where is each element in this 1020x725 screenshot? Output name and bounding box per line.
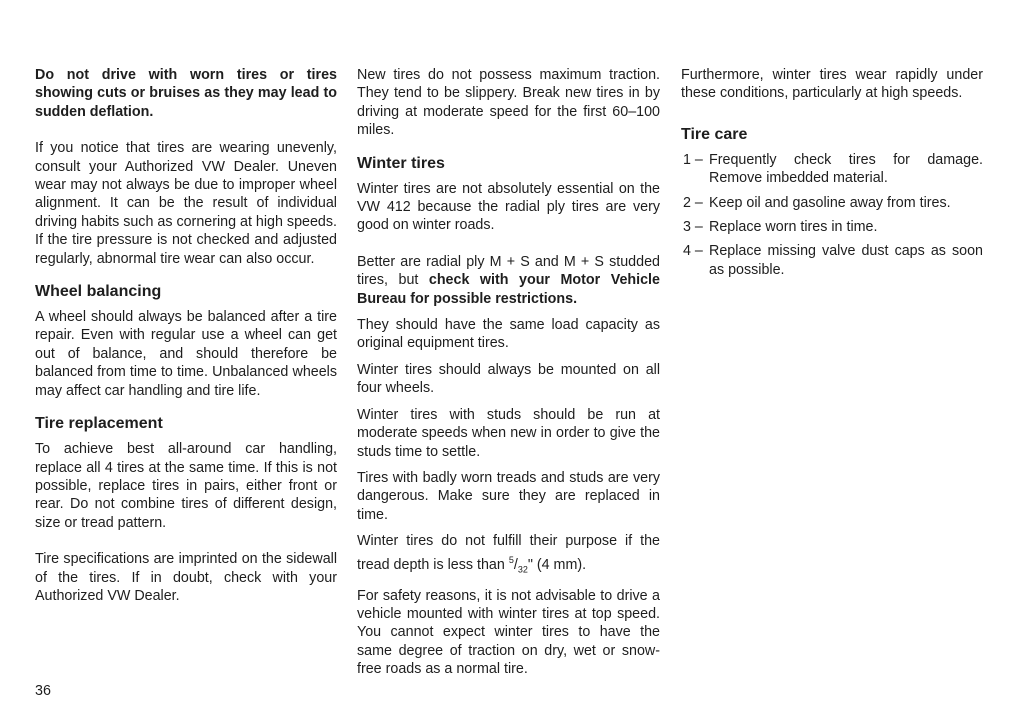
winter-tires-paragraph-3: They should have the same load capacity as original equipment tires. — [357, 317, 660, 352]
tire-care-heading: Tire care — [681, 125, 748, 143]
rapid-wear-paragraph: Furthermore, winter tires wear rapidly under these conditions, particularly at high speeds. — [681, 67, 983, 102]
winter-tires-heading: Winter tires — [357, 154, 445, 172]
list-item — [681, 218, 983, 236]
list-item-text: Frequently check tires for damage. Remove imbedded material. — [709, 151, 983, 187]
list-item-text: Replace missing valve dust caps as soon as possible. — [709, 243, 983, 278]
list-item-number: 2 – — [683, 194, 703, 211]
column-3 — [681, 66, 983, 285]
list-item-number: 4 – — [683, 243, 703, 260]
tire-specifications-paragraph: Tire specifications are imprinted on the sidewall of the tires. If in doubt, check with your Authorized VW Dealer. — [35, 551, 337, 604]
tire-replacement-paragraph: To achieve best all-around car handling, replace all 4 tires at the same time. If this is not possible, replace tires in pairs, either front or rear. Do not combine tires of different design, size or tread pattern. — [35, 441, 337, 531]
list-item — [681, 194, 983, 212]
winter-tires-paragraph-5: Winter tires with studs should be run at moderate speeds when new in order to give the studs time to settle. — [357, 406, 660, 460]
list-item-text: Keep oil and gasoline away from tires. — [709, 194, 951, 211]
list-item-number: 3 – — [683, 219, 703, 236]
worn-tires-warning: Do not drive with worn tires or tires showing cuts or bruises as they may lead to sudden deflation. — [35, 67, 337, 120]
winter-tires-paragraph-1: Winter tires are not absolutely essential on the VW 412 because the radial ply tires are very good on winter roads. — [357, 180, 660, 234]
wheel-balancing-heading: Wheel balancing — [35, 283, 162, 301]
winter-tires-paragraph-6: Tires with badly worn treads and studs are very dangerous. Make sure they are replaced in time. — [357, 469, 660, 523]
fraction-numerator: 5 — [508, 554, 514, 565]
motor-vehicle-bureau-note: check with your Motor Vehicle Bureau for possible restrictions. — [357, 272, 660, 307]
tire-replacement-heading: Tire replacement — [35, 415, 163, 433]
winter-tires-paragraph-2 — [357, 253, 660, 308]
list-item-number: 1 – — [683, 151, 703, 168]
column-1 — [35, 66, 337, 613]
winter-tires-paragraph-7: Winter tires do not fulfill their purpose if the tread depth is less than $^5/_{32}$" (4 mm). — [357, 533, 660, 575]
page-number: 36 — [35, 683, 51, 699]
list-item — [681, 242, 983, 279]
tread-depth-mm: " (4 mm). — [527, 556, 587, 573]
studded-tires-text: Better are radial ply M + S and M + S studded tires, but — [357, 253, 660, 289]
list-item-text: Replace worn tires in time. — [709, 219, 878, 236]
fraction-denominator: 32 — [517, 564, 528, 575]
list-item — [681, 151, 983, 188]
uneven-wear-paragraph: If you notice that tires are wearing unevenly, consult your Authorized VW Dealer. Uneven wear may not always be due to improper wheel alignment. It can be the result of individual driving habits such as cornering at high speeds. If the tire pressure is not checked and adjusted regularly, abnormal tire wear can also occur. — [35, 140, 338, 267]
winter-tires-paragraph-8: For safety reasons, it is not advisable to drive a vehicle mounted with winter tires at top speed. You cannot expect winter tires to have the same degree of traction on dry, wet or snow-free roads as a normal tire. — [357, 587, 660, 678]
new-tires-paragraph: New tires do not possess maximum traction. They tend to be slippery. Break new tires in by driving at moderate speed for the first 60–100 miles. — [357, 67, 660, 139]
tire-care-list — [681, 151, 983, 279]
tread-depth-text: Winter tires do not fulfill their purpose if the tread depth is less than — [357, 533, 660, 573]
wheel-balancing-paragraph: A wheel should always be balanced after a tire repair. Even with regular use a wheel can get out of balance, and should therefore be balanced from time to time. Unbalanced wheels may affect car handling and tire life. — [35, 309, 337, 399]
winter-tires-paragraph-4: Winter tires should always be mounted on all four wheels. — [357, 361, 660, 397]
column-2 — [357, 66, 660, 687]
